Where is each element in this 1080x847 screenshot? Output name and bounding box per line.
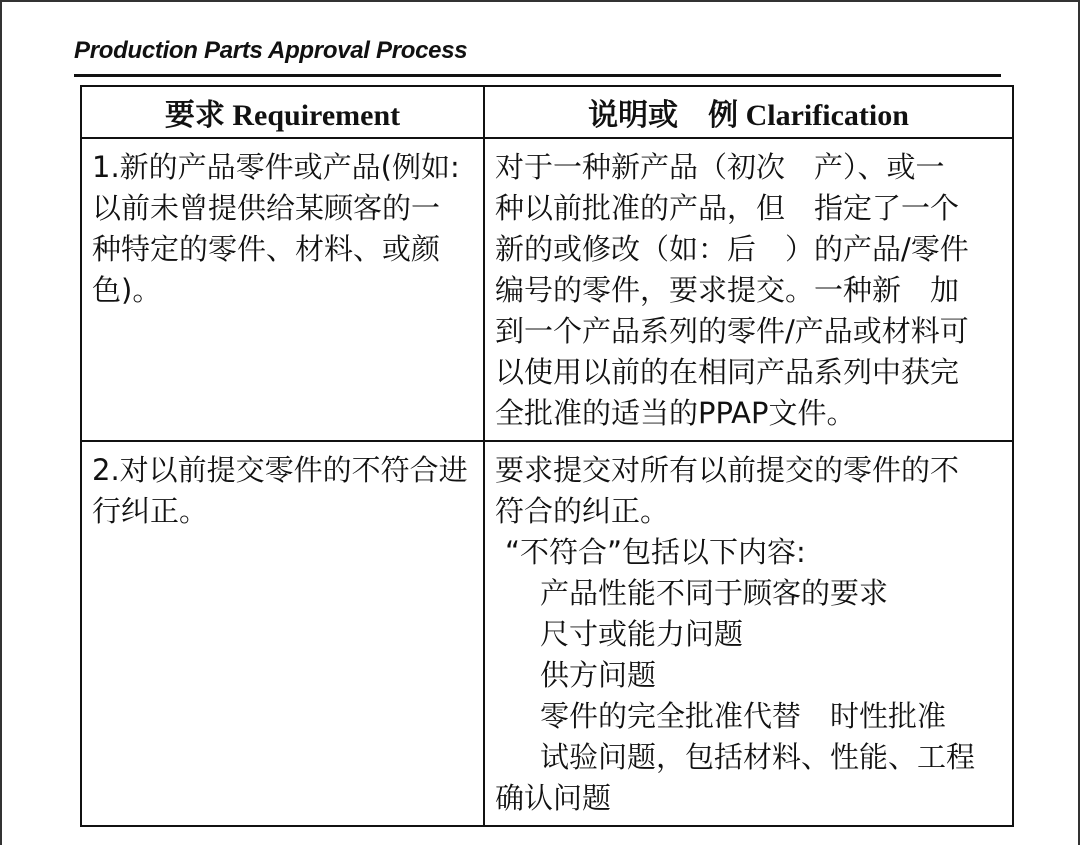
requirement-header: 要求 Requirement — [81, 86, 484, 138]
clarification-header: 说明或 例 Clarification — [484, 86, 1013, 138]
text-line: 要求提交对所有以前提交的零件的不 — [495, 453, 960, 487]
text-line: 以使用以前的在相同产品系列中获完 — [495, 355, 960, 389]
text-line: 以前未曾提供给某顾客的一 — [92, 191, 441, 225]
text-line: 行纠正。 — [92, 494, 209, 528]
list-item: 零件的完全批准代替 时性批准 — [540, 699, 947, 733]
requirements-table — [80, 85, 1014, 827]
table-header-row — [81, 86, 1013, 138]
list-item: 试验问题，包括材料、性能、工程 — [540, 740, 976, 774]
requirement-cell — [81, 441, 484, 826]
table-row — [81, 441, 1013, 826]
list-item: 产品性能不同于顾客的要求 — [540, 576, 889, 610]
clarification-cell — [484, 441, 1013, 826]
clarification-cell — [484, 138, 1013, 441]
text-line: 符合的纠正。 — [495, 494, 670, 528]
text-line: 种特定的零件、材料、或颜 — [92, 232, 441, 266]
text-line: 色)。 — [92, 273, 162, 307]
text-line: 全批准的适当的PPAP文件。 — [495, 396, 856, 430]
text-line: 到一个产品系列的零件/产品或材料可 — [495, 314, 969, 348]
text-line: 2.对以前提交零件的不符合进 — [92, 453, 468, 487]
text-line: 对于一种新产品（初次 产）、或一 — [495, 150, 945, 184]
list-item: 尺寸或能力问题 — [540, 617, 744, 651]
text-line: 种以前批准的产品，但 指定了一个 — [495, 191, 960, 225]
table-row — [81, 138, 1013, 441]
requirement-cell — [81, 138, 484, 441]
text-line: 编号的零件，要求提交。一种新 加 — [495, 273, 960, 307]
text-line: 确认问题 — [495, 781, 612, 815]
document-title: Production Parts Approval Process — [74, 37, 468, 64]
text-line: “不符合”包括以下内容: — [505, 535, 806, 569]
title-underline — [74, 74, 1001, 77]
text-line: 1.新的产品零件或产品(例如: — [92, 150, 460, 184]
list-item: 供方问题 — [540, 658, 657, 692]
text-line: 新的或修改（如：后 ）的产品/零件 — [495, 232, 969, 266]
